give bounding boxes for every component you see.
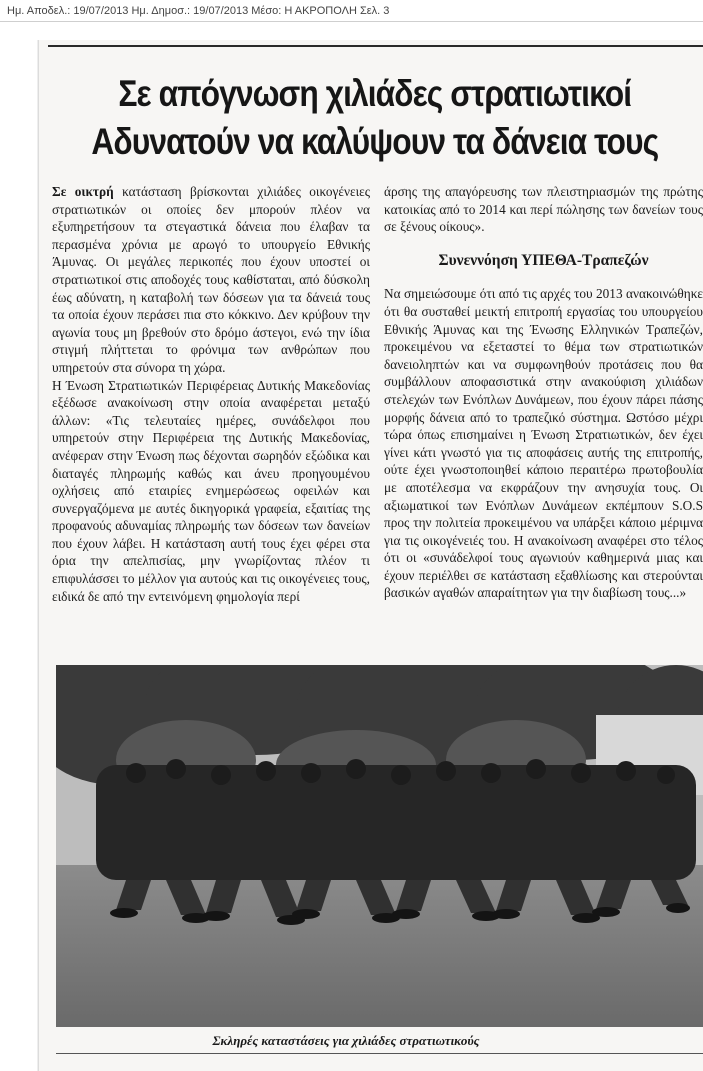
headline-line-2: Αδυνατούν να καλύψουν τα δάνεια τους <box>91 121 659 162</box>
article-column-left <box>52 183 370 605</box>
photo-soldiers-marching <box>56 665 703 1027</box>
photo-illustration <box>56 665 703 1027</box>
photo-caption: Σκληρές καταστάσεις για χιλιάδες στρατιωτικούς <box>212 1033 480 1048</box>
bottom-rule <box>56 1053 703 1054</box>
article-column-right <box>384 183 703 602</box>
article-paragraph-1 <box>52 183 370 377</box>
article-paragraph-3: άρσης της απαγόρευσης των πλειστηριασμών της πρώτης κατοικίας από το 2014 και περί πώλησης των δανείων τους σε ξένους οίκους». <box>384 184 703 235</box>
article-headline <box>48 70 702 166</box>
clipping-metadata-bar <box>0 0 703 22</box>
article-paragraph-2: Η Ένωση Στρατιωτικών Περιφέρειας Δυτικής Μακεδονίας εξέδωσε ανακοίνωση στην οποία αναφέρεται μεταξύ άλλων: «Τις τελευταίες ημέρες, συνάδελφοι που υπηρετούν στην Περιφέρεια της Δυτικής Μακεδονίας, ανέφεραν στην Ένωση πως δέχονται σωρηδόν εξώδικα και διαταγές πληρωμής καθώς και άνευ προηγουμένου οχλήσεις από εταιρίες ενημερώσεως οφειλών και συνεργαζόμενα με αυτές δικηγορικά γραφεία, εξαιτίας της προφανούς αδυναμίας πληρωμής των δόσεων των δανείων που έχουν λάβει. Η κατάσταση αυτή τους έχει φέρει στα όρια την απελπισίας, μην γνωρίζοντας πλέον τι επιφυλάσσει το μέλλον για αυτούς και τις οικογένειες τους, ειδικά δε από την εντεινόμενη φημολογία περί <box>52 377 370 604</box>
article-subhead: Συνεννόηση ΥΠΕΘΑ-Τραπεζών <box>438 251 649 269</box>
top-rule <box>48 45 703 47</box>
paragraph-1-text: κατάσταση βρίσκονται χιλιάδες οικογένειες στρατιωτικών οι οποίες δεν μπορούν πλέον να εξυπηρετήσουν τα στεγαστικά δάνεια που έλαβαν τα περασμένα χρόνια με αρωγό το υπουργείο Εθνικής Άμυνας. Οι μεγάλες περικοπές που έχουν υποστεί οι στρατιωτικοί στις αποδοχές τους καθίσταται, από δύσκολη έως αδύνατη, η καταβολή των δόσεων για τα δάνειά τους τα οποία έχουν περάσει πια στο κόκκινο. Δεν κρύβουν την αγωνία τους μη βρεθούν στο δρόμο άστεγοι, ενώ την ίδια στιγμή πλήττεται το φρόνιμα των ανθρώπων που υπηρετούν στα σύνορα τη χώρα. <box>52 184 371 375</box>
clipping-metadata-text: Ημ. Αποδελ.: 19/07/2013 Ημ. Δημοσ.: 19/07/2013 Μέσο: Η ΑΚΡΟΠΟΛΗ Σελ. 3 <box>7 5 390 17</box>
lead-words: Σε οικτρή <box>52 184 114 199</box>
article-paragraph-4: Να σημειώσουμε ότι από τις αρχές του 2013 ανακοινώθηκε ότι θα συσταθεί μεικτή επιτροπή εργασίας του υπουργείου Εθνικής Άμυνας και της Ένωσης Ελληνικών Τραπεζών, προκειμένου να εξεταστεί το θέμα των στρατιωτικών δανειοληπτών και να συμφωνηθούν προτάσεις που θα συμβάλλουν αποφασιστικά στην ανακούφιση χιλιάδων στελεχών των Ενόπλων Δυνάμεων, που έχουν πάρει πάσης μορφής δάνεια από το τραπεζικό σύστημα. Ωστόσο μέχρι τώρα όπως επισημαίνει η Ένωση Στρατιωτικών, δεν έχει γίνει κάτι γνωστό για τις αποφάσεις αυτής της επιτροπής, ούτε έχει γνωστοποιηθεί κάποιο περαιτέρω πρωτοβουλία με αποτέλεσμα να εκφράζουν την ανησυχία τους. Οι αξιωματικοί των Ενόπλων Δυνάμεων εκπέμπουν S.O.S προς την πολιτεία προκειμένου να υπάρξει κάποιο μέριμνα για τις οικογένειές του. Η ανακοίνωση αναφέρει στο τέλος ότι οι «συνάδελφοί τους αγωνιούν καθημερινά μιας και έχουν περιέλθει σε κατάσταση εξαθλίωσης και στερούνται βασικών αγαθών απαραίτητων για την διαβίωση τους...» <box>384 286 703 601</box>
headline-line-1: Σε απόγνωση χιλιάδες στρατιωτικοί <box>118 73 632 114</box>
